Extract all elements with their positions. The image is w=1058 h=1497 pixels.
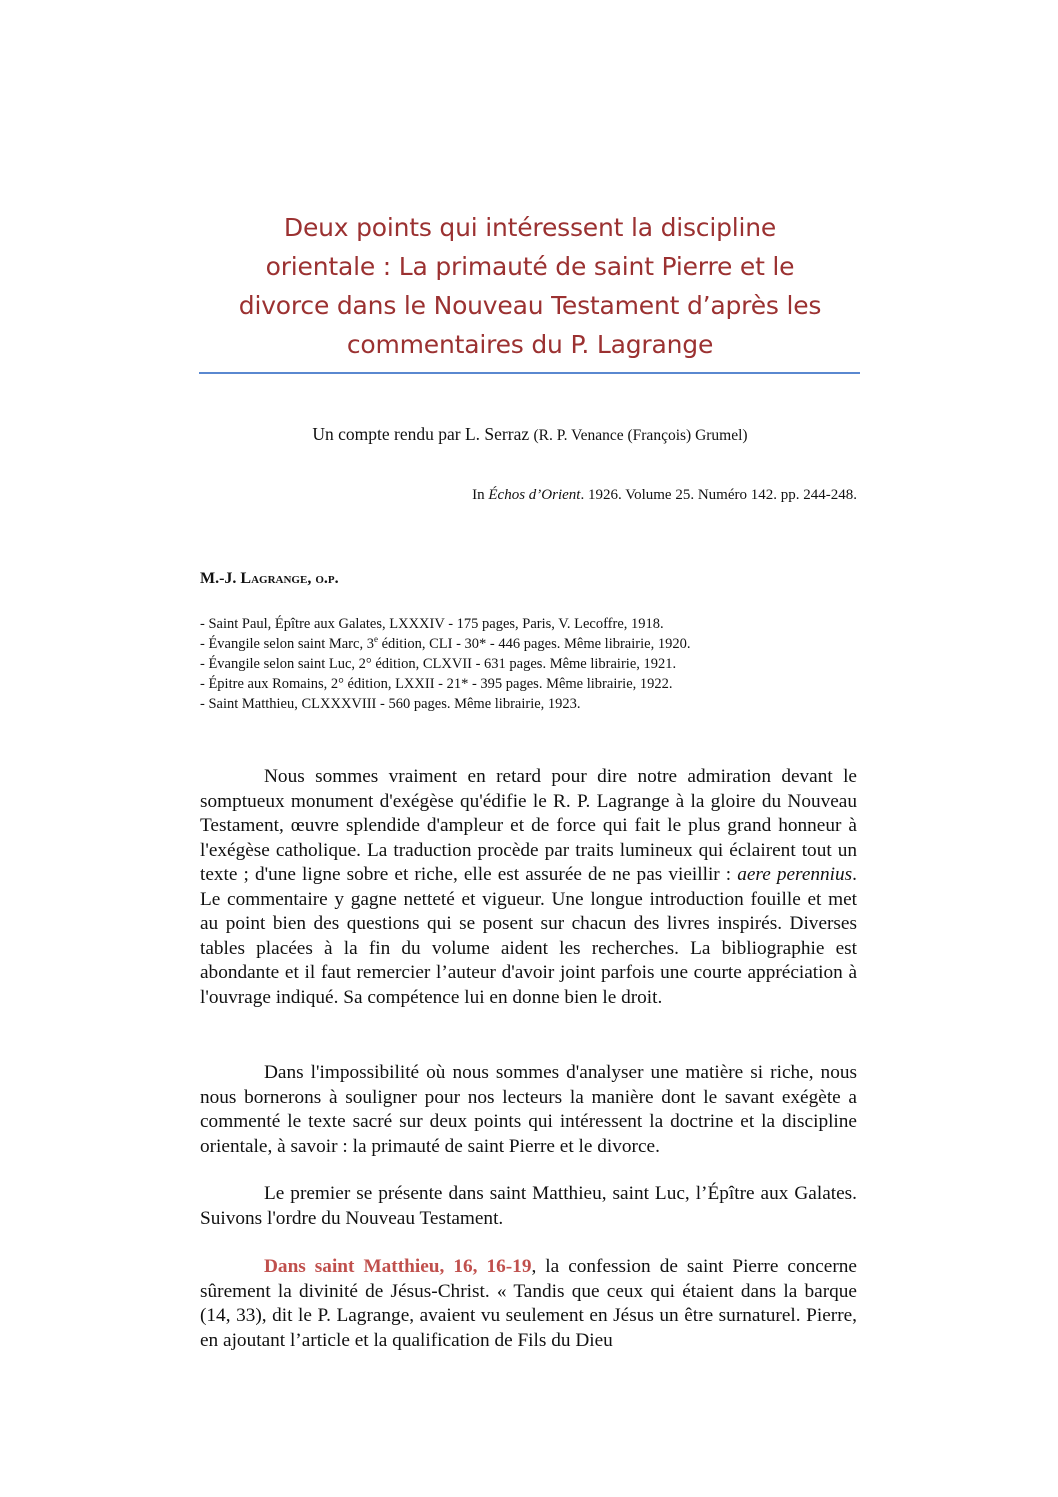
paragraph-scope: [200, 1061, 857, 1159]
title-line: Deux points qui intéressent la discipline: [283, 213, 777, 242]
paragraph-text: , la confession de saint Pierre concerne sûrement la divinité de Jésus-Christ. « Tandis que ceux qui étaient dans la barque (14, 33), dit le P. Lagrange, avaient vu seulement en Jésus un être surnaturel. Pierre, en ajoutant l’article et la qualification de Fils du Dieu: [200, 1256, 857, 1351]
title-line: divorce dans le Nouveau Testament d’après les: [238, 291, 822, 320]
byline-author: Un compte rendu par L. Serraz: [312, 424, 530, 444]
paragraph-text: Le premier se présente dans saint Matthieu, saint Luc, l’Épître aux Galates. Suivons l'ordre du Nouveau Testament.: [200, 1183, 857, 1229]
bibliography-item: [200, 634, 690, 654]
title-divider: [199, 372, 860, 374]
bibliography-item: [200, 654, 690, 674]
latin-phrase: aere perennius: [737, 864, 853, 885]
byline: [199, 424, 861, 445]
source-citation: [472, 487, 857, 504]
source-prefix: In: [472, 487, 485, 503]
paragraph-matthew: [200, 1255, 857, 1353]
bibliography-item: [200, 694, 690, 714]
paragraph-text: . Le commentaire y gagne netteté et vigueur. Une longue introduction fouille et met au point bien des questions qui se posent sur chacun des livres inspirés. Diverses tables placées à la fin du volume aident les recherches. La bibliographie est abondante et il faut remercier l’auteur d'avoir joint parfois une courte appréciation à l'ouvrage indiqué. Sa compétence lui en donne bien le droit.: [200, 864, 857, 1008]
title-line: orientale : La primauté de saint Pierre et le: [265, 252, 795, 281]
bibliography-item: [200, 614, 690, 634]
bibliography-list: [200, 614, 690, 714]
bibliography-text: édition, CLI - 30* - 446 pages. Même librairie, 1920.: [377, 636, 691, 652]
author-heading: M.-J. Lagrange, o.p.: [200, 570, 339, 587]
paragraph-text: Dans l'impossibilité où nous sommes d'analyser une matière si riche, nous nous bornerons à souligner pour nos lecteurs la manière dont le savant exégète a commenté le texte sacré sur deux points qui intéressent la doctrine et la discipline orientale, à savoir : la primauté de saint Pierre et le divorce.: [200, 1062, 857, 1157]
bibliography-text: - Saint Matthieu, CLXXXVIII - 560 pages. Même librairie, 1923.: [200, 696, 581, 712]
title-line: commentaires du P. Lagrange: [346, 330, 714, 359]
byline-real-name: (R. P. Venance (François) Grumel): [533, 427, 748, 444]
bibliography-text: - Évangile selon saint Marc, 3: [200, 636, 374, 652]
source-journal: Échos d’Orient: [488, 487, 581, 503]
paragraph-text: Nous sommes vraiment en retard pour dire notre admiration devant le somptueux monument d'exégèse qu'édifie le R. P. Lagrange à la gloire du Nouveau Testament, œuvre splendide d'ampleur et de force qui fait le plus grand honneur à l'exégèse catholique. La traduction procède par traits lumineux qui éclairent tout un texte ; d'une ligne sobre et riche, elle est assurée de ne pas vieillir :: [200, 766, 857, 885]
scripture-reference-link[interactable]: Dans saint Matthieu, 16, 16-19: [264, 1256, 532, 1277]
source-details: . 1926. Volume 25. Numéro 142. pp. 244-248.: [580, 487, 857, 503]
bibliography-text: - Épitre aux Romains, 2° édition, LXXII - 21* - 395 pages. Même librairie, 1922.: [200, 676, 673, 692]
bibliography-item: [200, 674, 690, 694]
paragraph-admiration: [200, 765, 857, 1010]
bibliography-text: - Évangile selon saint Luc, 2° édition, CLXVII - 631 pages. Même librairie, 1921.: [200, 656, 677, 672]
document-title: [199, 208, 861, 364]
bibliography-superscript: e: [373, 634, 378, 645]
bibliography-text: - Saint Paul, Épître aux Galates, LXXXIV - 175 pages, Paris, V. Lecoffre, 1918.: [200, 616, 664, 632]
paragraph-order: [200, 1182, 857, 1231]
